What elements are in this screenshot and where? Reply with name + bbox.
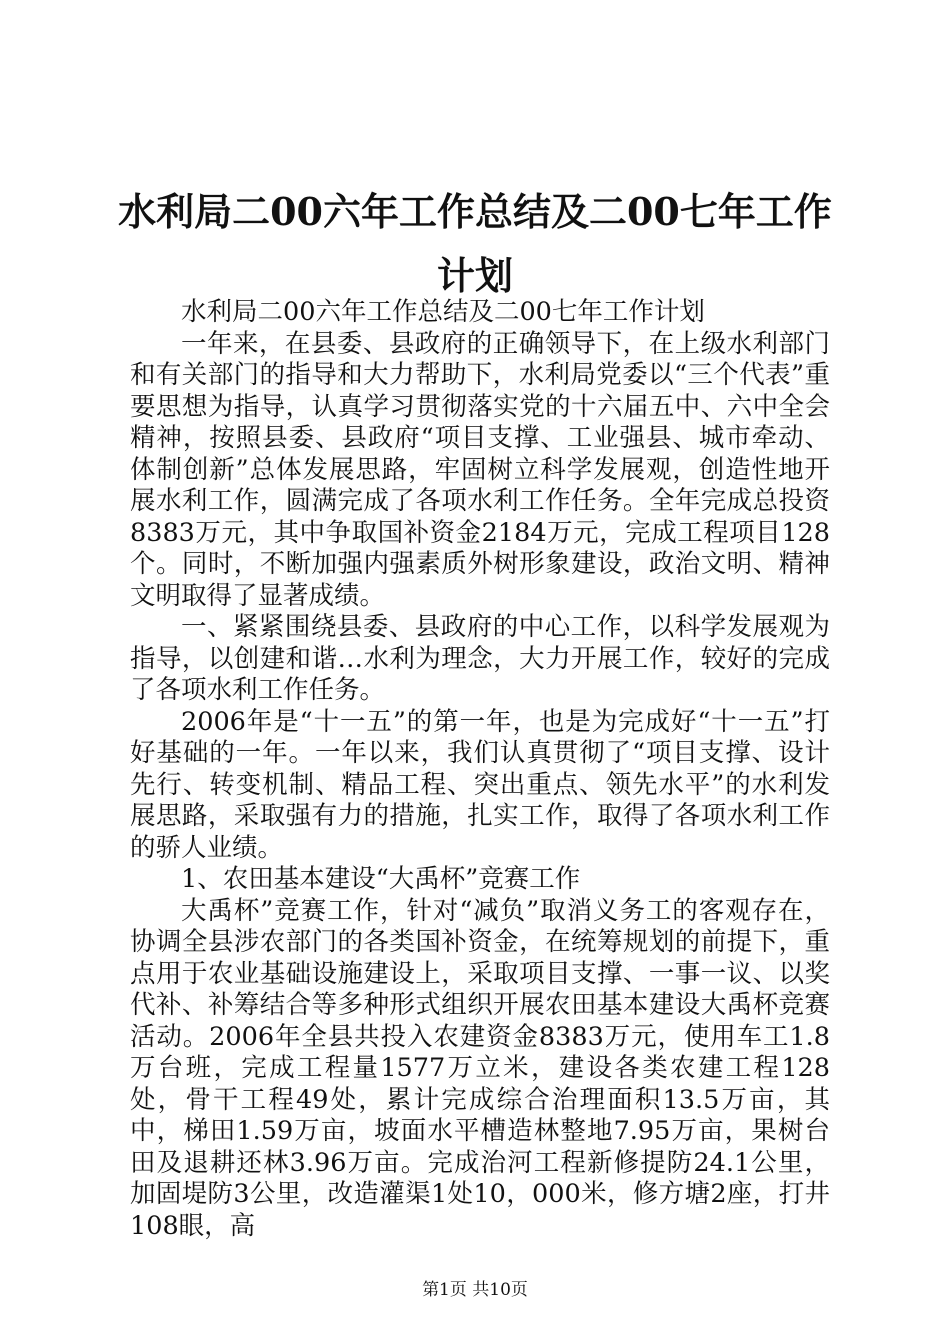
paragraph: 一、紧紧围绕县委、县政府的中心工作，以科学发展观为指导，以创建和谐…水利为理念，大力开展工作，较好的完成了各项水利工作任务。 — [130, 612, 830, 705]
document-body — [130, 297, 830, 1242]
paragraph: 大禹杯”竞赛工作，针对“减负”取消义务工的客观存在，协调全县涉农部门的各类国补资金，在统筹规划的前提下，重点用于农业基础设施建设上，采取项目支撑、一事一议、以奖代补、补筹结合等多种形式组织开展农田基本建设大禹杯竞赛活动。2006年全县共投入农建资金8383万元，使用车工1.8万台班，完成工程量1577万立米，建设各类农建工程128处，骨干工程49处，累计完成综合治理面积13.5万亩，其中，梯田1.59万亩，坡面水平槽造林整地7.95万亩，果树台田及退耕还林3.96万亩。完成治河工程新修提防24.1公里，加固堤防3公里，改造灌渠1处10，000米，修方塘2座，打井108眼，高 — [130, 895, 830, 1241]
paragraph: 1、农田基本建设“大禹杯”竞赛工作 — [181, 864, 581, 894]
document-title: 水利局二00六年工作总结及二00七年工作计划 — [118, 189, 832, 298]
paragraph: 水利局二00六年工作总结及二00七年工作计划 — [181, 297, 705, 327]
paragraph: 一年来，在县委、县政府的正确领导下，在上级水利部门和有关部门的指导和大力帮助下，水利局党委以“三个代表”重要思想为指导，认真学习贯彻落实党的十六届五中、六中全会精神，按照县委、县政府“项目支撑、工业强县、城市牵动、体制创新”总体发展思路，牢固树立科学发展观，创造性地开展水利工作，圆满完成了各项水利工作任务。全年完成总投资8383万元，其中争取国补资金2184万元，完成工程项目128个。同时，不断加强内强素质外树形象建设，政治文明、精神文明取得了显著成绩。 — [130, 328, 830, 611]
paragraph: 2006年是“十一五”的第一年，也是为完成好“十一五”打好基础的一年。一年以来，我们认真贯彻了“项目支撑、设计先行、转变机制、精品工程、突出重点、领先水平”的水利发展思路，采取强有力的措施，扎实工作，取得了各项水利工作的骄人业绩。 — [130, 706, 830, 863]
page-number: 第1页 共10页 — [422, 1280, 528, 1300]
